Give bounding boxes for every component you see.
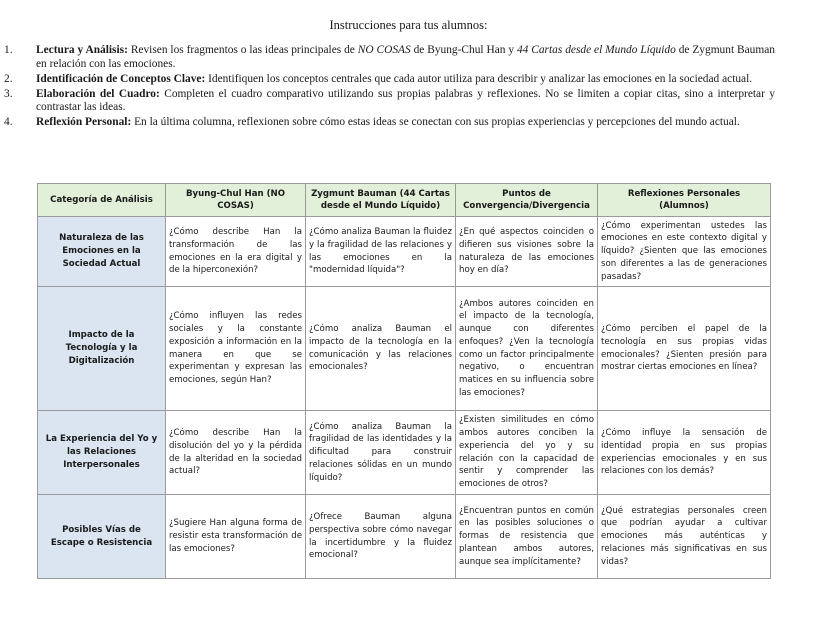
- category-cell: Impacto de la Tecnología y la Digitalización: [38, 287, 166, 411]
- instruction-text: Revisen los fragmentos o las ideas principales de: [130, 44, 358, 56]
- han-cell: ¿Sugiere Han alguna forma de resistir esta transformación de las emociones?: [166, 495, 306, 579]
- category-cell: Posibles Vías de Escape o Resistencia: [38, 495, 166, 579]
- puntos-cell: ¿Encuentran puntos en común en las posibles soluciones o formas de resistencia que plantean ambos autores, aunque sea implícitamente?: [456, 495, 598, 579]
- instruction-item: 2. Identificación de Conceptos Clave: Identifiquen los conceptos centrales que cada autor utiliza para describir y analizar las emociones en la sociedad actual.: [4, 72, 753, 85]
- instructions-list: [0, 44, 775, 131]
- instruction-text: En la última columna, reflexionen sobre cómo estas ideas se conectan con sus propias experiencias y percepciones del mundo actual.: [134, 116, 740, 129]
- reflexiones-cell: ¿Cómo perciben el papel de la tecnología en sus propias vidas emocionales? ¿Sienten presión para mostrar ciertas emociones en línea?: [598, 287, 771, 411]
- book-title-bauman: 44 Cartas desde el Mundo Líquido: [516, 44, 676, 56]
- table-row: [38, 217, 771, 287]
- header-puntos: Puntos de Convergencia/Divergencia: [456, 184, 598, 217]
- table-row: [38, 411, 771, 495]
- instruction-item: 1. Lectura y Análisis: Revisen los fragmentos o las ideas principales de NO COSAS de Byung-Chul Han y 44 Cartas desde el Mundo Líquido de Zygmunt Bauman en relación con las emociones.: [4, 44, 775, 70]
- instruction-number: 3.: [4, 87, 13, 100]
- instruction-label: Identificación de Conceptos Clave: [36, 72, 202, 85]
- puntos-cell: ¿Existen similitudes en cómo ambos autores conciben la experiencia del yo y su relación con la capacidad de sentir y comprender las emociones de otros?: [456, 411, 598, 495]
- instruction-text: Identifiquen los conceptos centrales que cada autor utiliza para describir y analizar las emociones en la sociedad actual.: [208, 72, 753, 85]
- reflexiones-cell: ¿Cómo influye la sensación de identidad propia en sus propias experiencias emocionales y en sus relaciones con los demás?: [598, 411, 771, 495]
- header-categoria: Categoría de Análisis: [38, 184, 166, 217]
- bauman-cell: ¿Ofrece Bauman alguna perspectiva sobre cómo navegar la incertidumbre y la fluidez emocional?: [306, 495, 456, 579]
- reflexiones-cell: ¿Qué estrategias personales creen que podrían ayudar a cultivar emociones más auténticas y relaciones más significativas en sus vidas?: [598, 495, 771, 579]
- instruction-number: 1.: [4, 44, 13, 56]
- category-cell: La Experiencia del Yo y las Relaciones Interpersonales: [38, 411, 166, 495]
- page-title: Instrucciones para tus alumnos:: [329, 18, 488, 32]
- bauman-cell: ¿Cómo analiza Bauman la fragilidad de las identidades y la dificultad para construir relaciones sólidas en un mundo líquido?: [306, 411, 456, 495]
- instruction-item: 3. Elaboración del Cuadro: Completen el cuadro comparativo utilizando sus propias palabras y reflexiones. No se limiten a copiar citas, sino a interpretar y contrastar las ideas.: [4, 87, 775, 114]
- comparison-table: [37, 183, 771, 579]
- instruction-label: Lectura y Análisis: [36, 44, 125, 56]
- book-title-han: NO COSAS: [357, 44, 411, 56]
- table-header-row: [38, 184, 771, 217]
- instruction-number: 4.: [4, 116, 13, 129]
- bauman-cell: ¿Cómo analiza Bauman la fluidez y la fragilidad de las relaciones y las emociones en la "modernidad líquida"?: [306, 217, 456, 287]
- bauman-cell: ¿Cómo analiza Bauman el impacto de la tecnología en la comunicación y las relaciones emocionales?: [306, 287, 456, 411]
- puntos-cell: ¿Ambos autores coinciden en el impacto de la tecnología, aunque con diferentes enfoques? ¿Ven la tecnología como un factor principalmente negativo, o encuentran matices en su influencia sobre las emociones?: [456, 287, 598, 411]
- header-han: Byung-Chul Han (NO COSAS): [166, 184, 306, 217]
- han-cell: ¿Cómo describe Han la disolución del yo y la pérdida de la alteridad en la sociedad actual?: [166, 411, 306, 495]
- reflexiones-cell: ¿Cómo experimentan ustedes las emociones en este contexto digital y líquido? ¿Sienten que las emociones son diferentes a las de generaciones pasadas?: [598, 217, 771, 287]
- table-row: [38, 495, 771, 579]
- instruction-label: Reflexión Personal: [36, 116, 128, 129]
- table-row: [38, 287, 771, 411]
- instruction-label: Elaboración del Cuadro: [36, 87, 157, 100]
- han-cell: ¿Cómo describe Han la transformación de las emociones en la era digital y de la hiperconexión?: [166, 217, 306, 287]
- instruction-text: de Byung-Chul Han y: [410, 44, 517, 56]
- puntos-cell: ¿En qué aspectos coinciden o difieren sus visiones sobre la naturaleza de las emociones hoy en día?: [456, 217, 598, 287]
- instruction-text: Completen el cuadro comparativo utilizando sus propias palabras y reflexiones. No se limiten a copiar citas, sino a interpretar y contrastar las ideas.: [36, 87, 775, 114]
- header-reflexiones: Reflexiones Personales (Alumnos): [598, 184, 771, 217]
- instruction-item: 4. Reflexión Personal: En la última columna, reflexionen sobre cómo estas ideas se conectan con sus propias experiencias y percepciones del mundo actual.: [4, 116, 740, 129]
- category-cell: Naturaleza de las Emociones en la Sociedad Actual: [38, 217, 166, 287]
- han-cell: ¿Cómo influyen las redes sociales y la constante exposición a información en la manera en que se experimentan y expresan las emociones, según Han?: [166, 287, 306, 411]
- instruction-number: 2.: [4, 72, 13, 85]
- instruction-text: de Zygmunt Bauman en relación con las emociones.: [36, 44, 775, 70]
- header-bauman: Zygmunt Bauman (44 Cartas desde el Mundo Líquido): [306, 184, 456, 217]
